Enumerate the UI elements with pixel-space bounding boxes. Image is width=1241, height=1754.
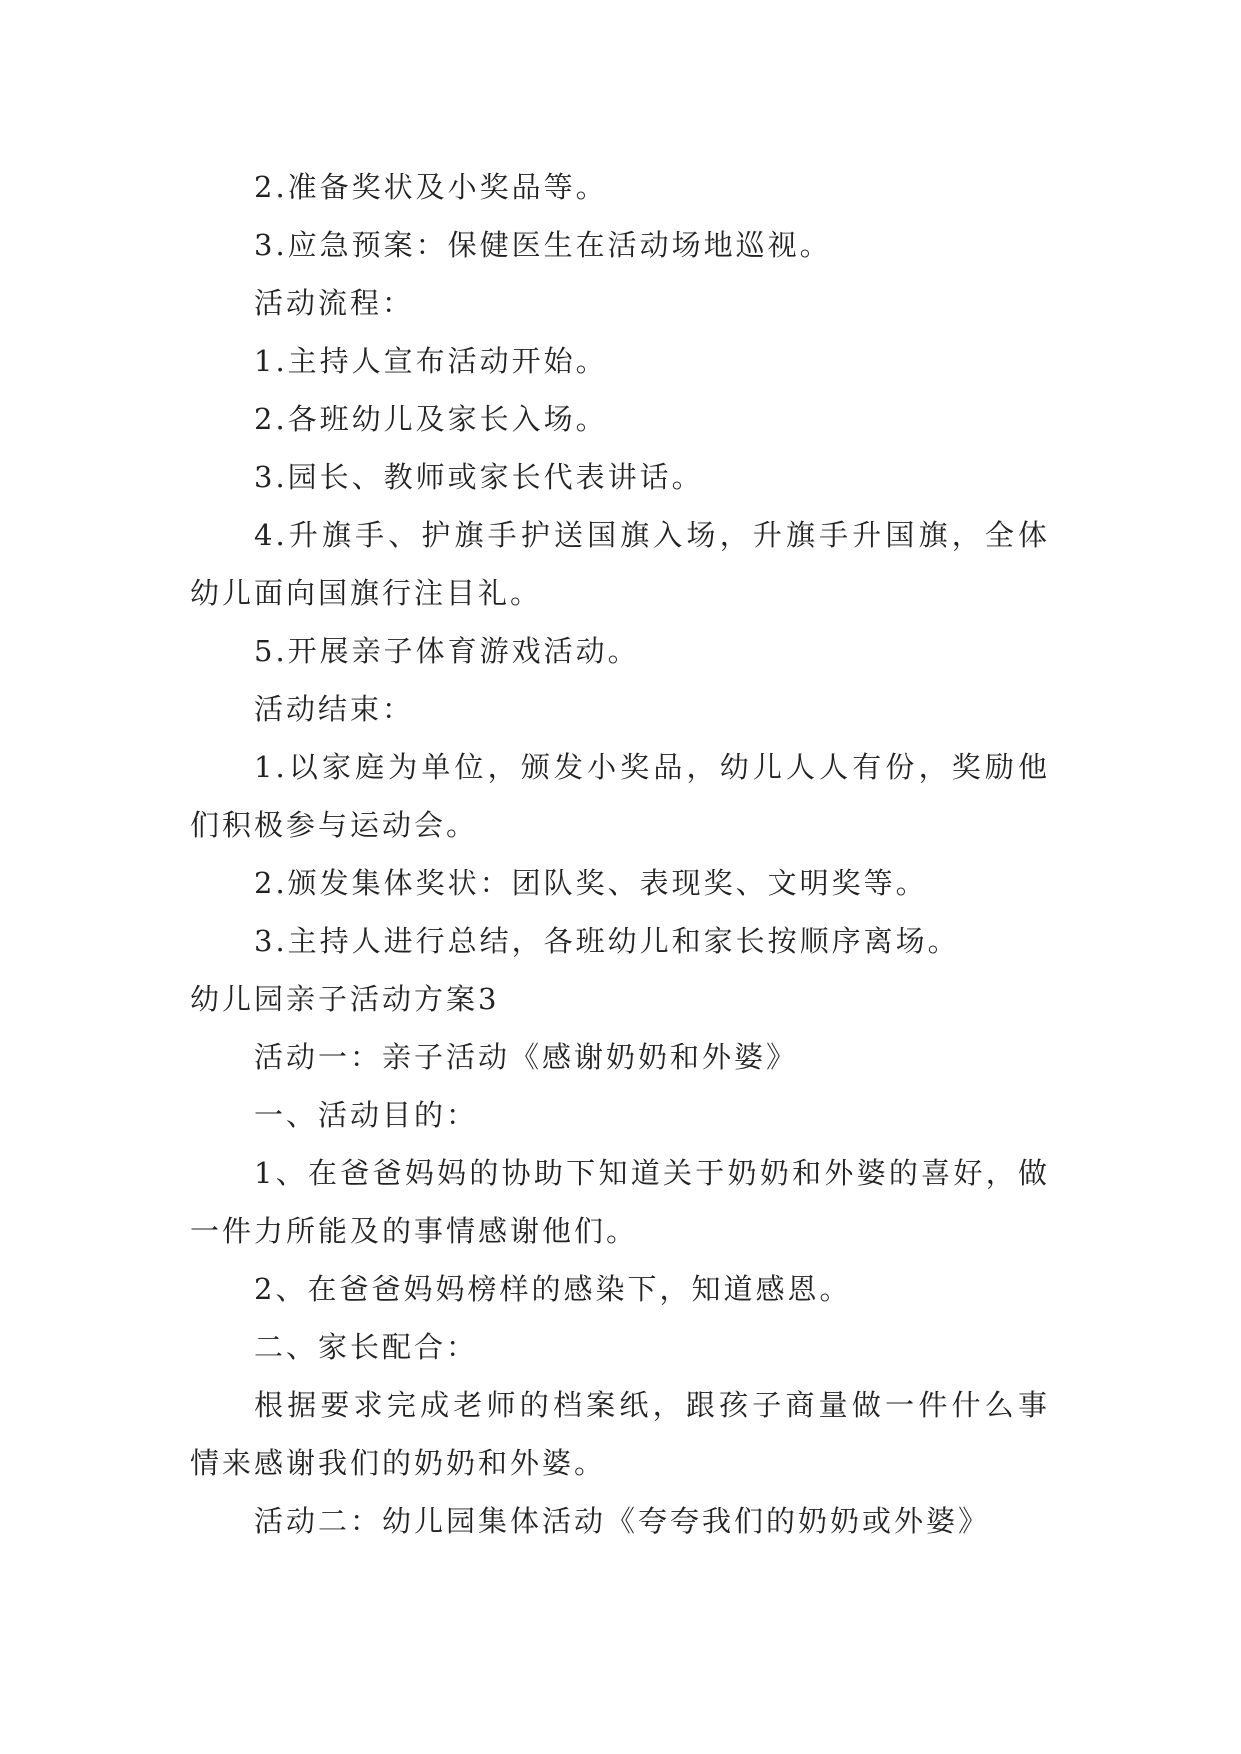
section-label: 活动结束： [254,692,415,726]
paragraph: 2.准备奖状及小奖品等。 [254,170,608,204]
section-heading: 幼儿园亲子活动方案3 [190,982,500,1016]
paragraph: 1.主持人宣布活动开始。 [254,344,608,378]
section-label: 一、活动目的： [254,1098,479,1132]
paragraph: 活动一：亲子活动《感谢奶奶和外婆》 [254,1040,799,1074]
paragraph: 根据要求完成老师的档案纸，跟孩子商量做一件什么事情来感谢我们的奶奶和外婆。 [190,1388,1050,1480]
paragraph: 3.主持人进行总结，各班幼儿和家长按顺序离场。 [254,924,960,958]
document-body [190,158,1050,1550]
paragraph: 2.颁发集体奖状：团队奖、表现奖、文明奖等。 [254,866,928,900]
section-label: 二、家长配合： [254,1330,479,1364]
paragraph: 活动二：幼儿园集体活动《夸夸我们的奶奶或外婆》 [254,1504,991,1538]
paragraph: 5.开展亲子体育游戏活动。 [254,634,640,668]
paragraph: 4.升旗手、护旗手护送国旗入场，升旗手升国旗，全体幼儿面向国旗行注目礼。 [190,518,1050,610]
paragraph: 2.各班幼儿及家长入场。 [254,402,608,436]
paragraph: 1、在爸爸妈妈的协助下知道关于奶奶和外婆的喜好，做一件力所能及的事情感谢他们。 [190,1156,1050,1248]
paragraph: 3.园长、教师或家长代表讲话。 [254,460,704,494]
paragraph: 2、在爸爸妈妈榜样的感染下，知道感恩。 [254,1272,852,1306]
paragraph: 3.应急预案：保健医生在活动场地巡视。 [254,228,832,262]
section-label: 活动流程： [254,286,415,320]
paragraph: 1.以家庭为单位，颁发小奖品，幼儿人人有份，奖励他们积极参与运动会。 [190,750,1050,842]
